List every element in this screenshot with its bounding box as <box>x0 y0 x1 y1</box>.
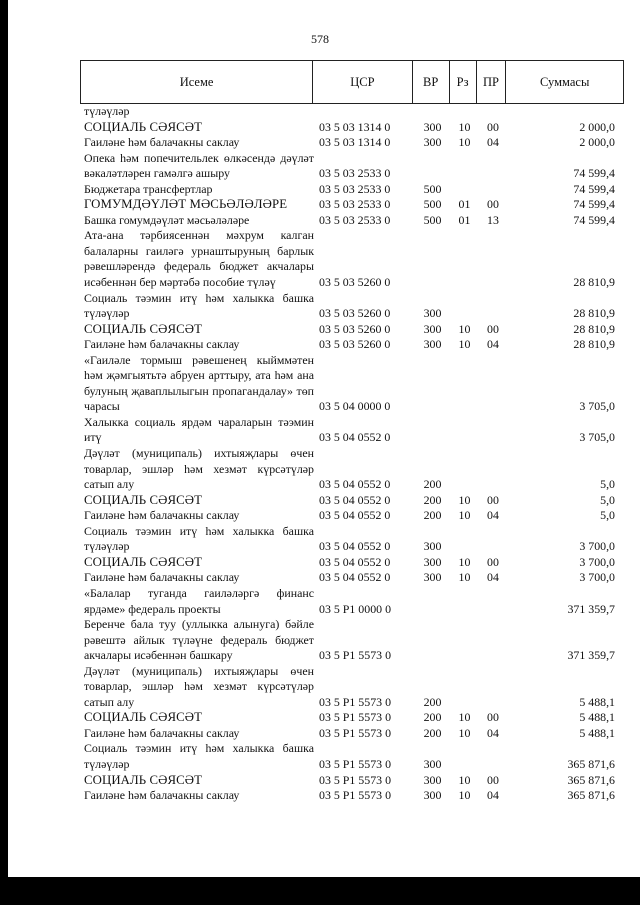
table-row <box>81 104 625 120</box>
row-name: түләүләр <box>84 104 130 118</box>
table-row <box>81 586 625 617</box>
table-row <box>81 773 625 789</box>
row-csr: 03 5 03 1314 0 <box>319 135 391 150</box>
row-name: Опека һәм попечительлек өлкәсендә дәүләт вәкаләтләрен гамәлгә ашыру <box>84 150 314 181</box>
row-rz: 10 <box>458 321 471 336</box>
table-row <box>81 120 625 136</box>
row-csr: 03 5 04 0552 0 <box>319 554 391 569</box>
row-vr: 300 <box>423 135 442 150</box>
row-vr: 500 <box>423 212 442 227</box>
page-number: 578 <box>311 32 329 46</box>
header-name: Исеме <box>81 61 313 103</box>
table-row <box>81 197 625 213</box>
scan-bottom-edge <box>0 877 640 905</box>
row-csr: 03 5 04 0552 0 <box>319 570 391 585</box>
row-sum: 5 488,1 <box>579 725 615 740</box>
row-csr: 03 5 P1 5573 0 <box>319 694 392 709</box>
row-pr: 04 <box>487 135 499 150</box>
header-csr: ЦСР <box>313 61 413 103</box>
row-rz: 10 <box>458 772 471 787</box>
row-rz: 10 <box>458 710 471 725</box>
table-row <box>81 617 625 664</box>
table-row <box>81 213 625 229</box>
row-name: Дәүләт (муниципаль) ихтыяҗлары өчен товарлар, эшләр һәм хезмәт күрсәтүләр сатып алу <box>84 663 314 709</box>
table-row <box>81 524 625 555</box>
row-vr: 200 <box>423 477 442 492</box>
row-name: Ата-ана тәрбиясеннән мәхрум калган балаларны гаиләгә урнаштыруның барлык рәвешләрендә федераль бюджет акчалары исәбеннән бер мәртәбә пособие түләү <box>84 228 314 290</box>
row-csr: 03 5 03 2533 0 <box>319 212 391 227</box>
table-row <box>81 446 625 493</box>
row-sum: 28 810,9 <box>573 306 615 321</box>
row-sum: 2 000,0 <box>579 135 615 150</box>
header-pr: ПР <box>477 61 507 103</box>
row-pr: 04 <box>487 788 499 803</box>
row-pr: 00 <box>487 710 499 725</box>
row-pr: 00 <box>487 554 499 569</box>
row-rz: 01 <box>458 212 471 227</box>
row-sum: 28 810,9 <box>573 337 615 352</box>
row-vr: 300 <box>423 119 442 134</box>
row-vr: 300 <box>423 306 442 321</box>
row-name: Социаль тәэмин итү һәм халыкка башка түләүләр <box>84 741 314 771</box>
row-pr: 13 <box>487 212 499 227</box>
row-csr: 03 5 03 2533 0 <box>319 181 391 196</box>
row-name: «Гаиләле тормыш рәвешенең кыйммәтен һәм җәмгыятьтә абруен арттыру, ата һәм ана булуның җаваплылыгын пропагандалау» төп чарасы <box>84 352 314 414</box>
table-row <box>81 322 625 338</box>
row-sum: 3 700,0 <box>579 539 615 554</box>
row-csr: 03 5 03 5260 0 <box>319 321 391 336</box>
row-pr: 00 <box>487 321 499 336</box>
row-sum: 74 599,4 <box>573 181 615 196</box>
row-pr: 00 <box>487 492 499 507</box>
row-csr: 03 5 03 5260 0 <box>319 337 391 352</box>
row-csr: 03 5 04 0000 0 <box>319 399 391 414</box>
row-name: СОЦИАЛЬ СӘЯСӘТ <box>84 772 203 787</box>
row-name: Социаль тәэмин итү һәм халыкка башка түләүләр <box>84 290 314 321</box>
row-name: Халыкка социаль ярдәм чараларын тәэмин итү <box>84 414 314 445</box>
row-csr: 03 5 P1 5573 0 <box>319 710 392 725</box>
row-csr: 03 5 03 2533 0 <box>319 166 391 181</box>
row-csr: 03 5 04 0552 0 <box>319 477 391 492</box>
row-vr: 200 <box>423 725 442 740</box>
row-sum: 371 359,7 <box>567 648 615 663</box>
row-pr: 00 <box>487 772 499 787</box>
table-row <box>81 228 625 290</box>
table-row <box>81 664 625 711</box>
row-vr: 300 <box>423 554 442 569</box>
row-rz: 10 <box>458 554 471 569</box>
table-row <box>81 353 625 415</box>
row-sum: 5 488,1 <box>579 710 615 725</box>
table-header <box>80 60 624 104</box>
header-rz: Рз <box>450 61 477 103</box>
row-name: Гаиләне һәм балачакны саклау <box>84 725 240 740</box>
row-pr: 04 <box>487 725 499 740</box>
row-rz: 10 <box>458 492 471 507</box>
row-csr: 03 5 P1 5573 0 <box>319 648 392 663</box>
row-sum: 2 000,0 <box>579 119 615 134</box>
row-csr: 03 5 03 5260 0 <box>319 306 391 321</box>
row-rz: 01 <box>458 197 471 212</box>
row-csr: 03 5 P1 5573 0 <box>319 772 392 787</box>
row-pr: 00 <box>487 197 499 212</box>
row-name: Гаиләне һәм балачакны саклау <box>84 788 240 803</box>
row-name: Беренче бала туу (уллыкка алынуга) бәйле рәвештә айлык түләүне федераль бюджет акчалары исәбеннән башкару <box>84 617 314 663</box>
table-row <box>81 508 625 524</box>
table-row <box>81 415 625 446</box>
row-vr: 300 <box>423 772 442 787</box>
row-sum: 3 705,0 <box>579 399 615 414</box>
row-vr: 300 <box>423 337 442 352</box>
row-sum: 74 599,4 <box>573 197 615 212</box>
row-name: «Балалар туганда гаиләләргә финанс ярдәме» федераль проекты <box>84 585 314 616</box>
table-row <box>81 710 625 726</box>
row-sum: 371 359,7 <box>567 601 615 616</box>
table-row <box>81 570 625 586</box>
row-name: Гаиләне һәм балачакны саклау <box>84 570 240 585</box>
row-sum: 365 871,6 <box>567 772 615 787</box>
header-vr: ВР <box>413 61 450 103</box>
row-sum: 74 599,4 <box>573 212 615 227</box>
row-csr: 03 5 04 0552 0 <box>319 492 391 507</box>
row-name: Социаль тәэмин итү һәм халыкка башка түләүләр <box>84 523 314 554</box>
table-row <box>81 135 625 151</box>
row-vr: 500 <box>423 197 442 212</box>
row-sum: 5,0 <box>600 492 615 507</box>
row-rz: 10 <box>458 135 471 150</box>
row-vr: 300 <box>423 321 442 336</box>
row-csr: 03 5 P1 5573 0 <box>319 756 392 771</box>
row-name: СОЦИАЛЬ СӘЯСӘТ <box>84 119 203 134</box>
scan-left-edge <box>0 0 8 905</box>
table-row <box>81 555 625 571</box>
table-row <box>81 788 625 804</box>
row-name: Гаиләне һәм балачакны саклау <box>84 508 240 523</box>
table-row <box>81 726 625 742</box>
row-rz: 10 <box>458 119 471 134</box>
row-pr: 04 <box>487 337 499 352</box>
row-vr: 200 <box>423 694 442 709</box>
row-rz: 10 <box>458 337 471 352</box>
row-sum: 3 700,0 <box>579 570 615 585</box>
row-sum: 5,0 <box>600 508 615 523</box>
row-csr: 03 5 04 0552 0 <box>319 539 391 554</box>
row-name: Дәүләт (муниципаль) ихтыяҗлары өчен товарлар, эшләр һәм хезмәт күрсәтүләр сатып алу <box>84 446 314 492</box>
row-rz: 10 <box>458 788 471 803</box>
table-body <box>81 104 625 804</box>
row-name: СОЦИАЛЬ СӘЯСӘТ <box>84 321 203 336</box>
row-name: Гаиләне һәм балачакны саклау <box>84 337 240 352</box>
row-csr: 03 5 04 0552 0 <box>319 508 391 523</box>
row-sum: 365 871,6 <box>567 788 615 803</box>
row-vr: 300 <box>423 539 442 554</box>
row-vr: 200 <box>423 508 442 523</box>
table-row <box>81 493 625 509</box>
table-row <box>81 741 625 772</box>
row-rz: 10 <box>458 570 471 585</box>
row-csr: 03 5 04 0552 0 <box>319 430 391 445</box>
table-row <box>81 337 625 353</box>
row-sum: 28 810,9 <box>573 275 615 290</box>
row-sum: 74 599,4 <box>573 166 615 181</box>
row-rz: 10 <box>458 725 471 740</box>
row-sum: 5,0 <box>600 477 615 492</box>
header-sum: Суммасы <box>540 74 590 89</box>
row-csr: 03 5 P1 5573 0 <box>319 788 392 803</box>
row-csr: 03 5 03 2533 0 <box>319 197 391 212</box>
row-name: СОЦИАЛЬ СӘЯСӘТ <box>84 710 203 725</box>
row-csr: 03 5 P1 5573 0 <box>319 725 392 740</box>
row-name: СОЦИАЛЬ СӘЯСӘТ <box>84 554 203 569</box>
table-row <box>81 291 625 322</box>
row-csr: 03 5 P1 0000 0 <box>319 601 392 616</box>
row-sum: 5 488,1 <box>579 694 615 709</box>
row-csr: 03 5 03 5260 0 <box>319 275 391 290</box>
row-name: Башка гомумдәүләт мәсьәләләре <box>84 212 250 227</box>
row-vr: 300 <box>423 756 442 771</box>
row-name: Гаиләне һәм балачакны саклау <box>84 135 240 150</box>
row-vr: 500 <box>423 181 442 196</box>
row-pr: 04 <box>487 508 499 523</box>
row-name: СОЦИАЛЬ СӘЯСӘТ <box>84 492 203 507</box>
row-vr: 300 <box>423 570 442 585</box>
row-name: ГОМУМДӘҮЛӘТ МӘСЬӘЛӘЛӘРЕ <box>84 197 288 212</box>
row-vr: 200 <box>423 492 442 507</box>
row-pr: 04 <box>487 570 499 585</box>
row-vr: 200 <box>423 710 442 725</box>
row-vr: 300 <box>423 788 442 803</box>
row-name: Бюджетара трансфертлар <box>84 181 213 196</box>
row-sum: 28 810,9 <box>573 321 615 336</box>
row-csr: 03 5 03 1314 0 <box>319 119 391 134</box>
row-pr: 00 <box>487 119 499 134</box>
row-sum: 3 700,0 <box>579 554 615 569</box>
table-row <box>81 151 625 182</box>
row-sum: 3 705,0 <box>579 430 615 445</box>
row-rz: 10 <box>458 508 471 523</box>
table-row <box>81 182 625 198</box>
row-sum: 365 871,6 <box>567 756 615 771</box>
